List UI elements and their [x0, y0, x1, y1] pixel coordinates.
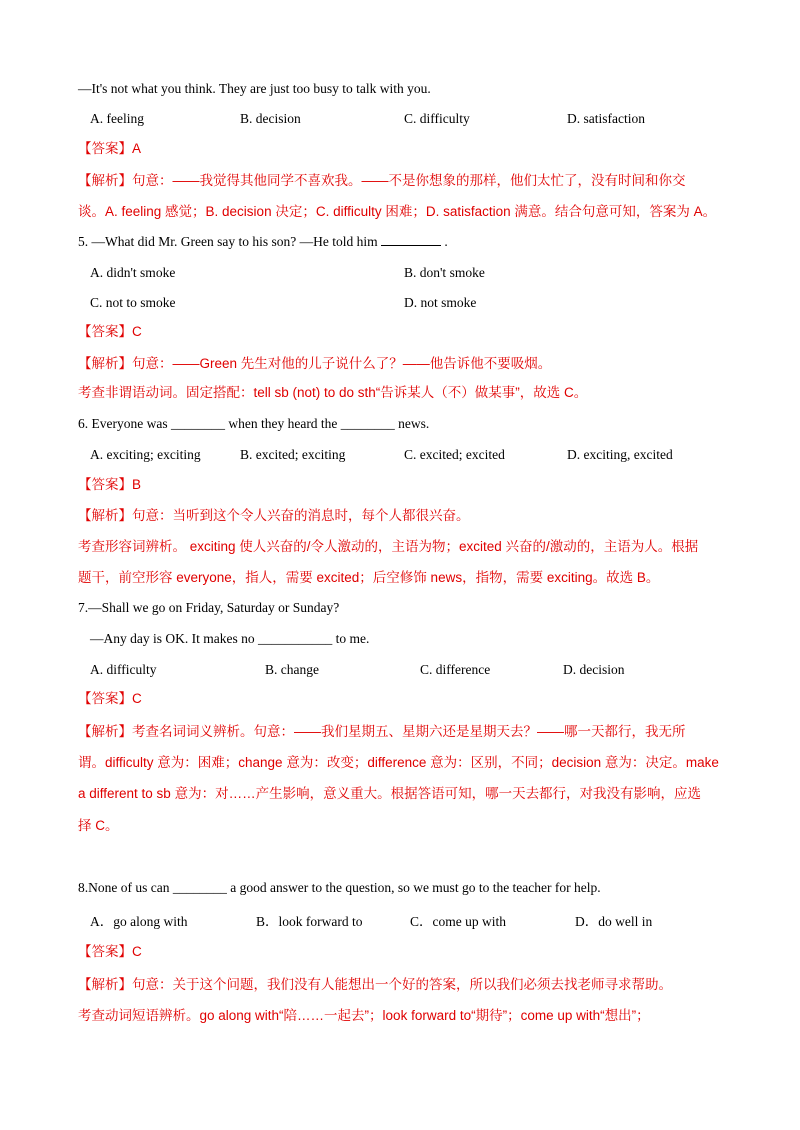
q7-option-d: D. decision — [563, 662, 625, 677]
q6-option-b: B. excited; exciting — [240, 447, 346, 462]
q6-option-a: A. exciting; exciting — [90, 447, 201, 462]
q8-answer: 【答案】C — [78, 944, 142, 959]
q7-explanation-2: 谓。difficulty 意为：困难；change 意为：改变；difference 意为：区别，不同；decision 意为：决定。make — [78, 755, 719, 770]
q7-explanation-1: 【解析】考查名词词义辨析。句意：——我们星期五、星期六还是星期天去？——哪一天都行，我无所 — [78, 724, 686, 739]
q6-explanation-2: 考查形容词辨析。 exciting 使人兴奋的/令人激动的，主语为物；excited 兴奋的/激动的，主语为人。根据 — [78, 539, 699, 554]
q7-option-b: B. change — [265, 662, 319, 677]
q6-option-c: C. excited; excited — [404, 447, 505, 462]
q7-explanation-3: a different to sb 意为：对……产生影响，意义重大。根据答语可知，哪一天去都行，对我没有影响，应选 — [78, 786, 702, 801]
q8-option-a: A．go along with — [90, 914, 188, 929]
q4-option-a: A. feeling — [90, 111, 144, 126]
q7-stem-1: 7.—Shall we go on Friday, Saturday or Sunday? — [78, 600, 340, 615]
q4-option-b: B. decision — [240, 111, 301, 126]
q6-explanation-3: 题干，前空形容 everyone，指人，需要 excited；后空修饰 news，指物，需要 exciting。故选 B。 — [78, 570, 660, 585]
q6-option-d: D. exciting, excited — [567, 447, 673, 462]
q5-explanation-2: 考查非谓语动词。固定搭配：tell sb (not) to do sth“告诉某人（不）做某事”，故选 C。 — [78, 385, 588, 400]
q4-explanation-1: 【解析】句意：——我觉得其他同学不喜欢我。——不是你想象的那样，他们太忙了，没有时间和你交 — [78, 173, 686, 188]
q6-stem: 6. Everyone was ________ when they heard the ________ news. — [78, 416, 430, 431]
q8-explanation-2: 考查动词短语辨析。go along with“陪……一起去”；look forward to“期待”；come up with“想出”； — [78, 1008, 650, 1023]
q6-answer: 【答案】B — [78, 477, 142, 492]
q7-option-c: C. difference — [420, 662, 491, 677]
q5-option-a: A. didn't smoke — [90, 265, 176, 280]
q4-option-c: C. difficulty — [404, 111, 470, 126]
q7-stem-2: —Any day is OK. It makes no ___________ to me. — [90, 631, 370, 646]
q5-option-b: B. don't smoke — [404, 265, 485, 280]
q4-option-d: D. satisfaction — [567, 111, 645, 126]
q4-answer: 【答案】A — [78, 141, 142, 156]
q8-stem: 8.None of us can ________ a good answer to the question, so we must go to the teacher for help. — [78, 880, 601, 895]
q8-option-d: D．do well in — [575, 914, 653, 929]
q5-stem-end: . — [440, 234, 448, 249]
q5-option-d: D. not smoke — [404, 295, 477, 310]
q5-explanation-1: 【解析】句意：——Green 先生对他的儿子说什么了？——他告诉他不要吸烟。 — [78, 356, 552, 371]
q4-dialog: —It's not what you think. They are just too busy to talk with you. — [78, 81, 431, 96]
q5-answer: 【答案】C — [78, 324, 142, 339]
q6-explanation-1: 【解析】句意：当听到这个令人兴奋的消息时，每个人都很兴奋。 — [78, 508, 470, 523]
q8-explanation-1: 【解析】句意：关于这个问题，我们没有人能想出一个好的答案，所以我们必须去找老师寻求帮助。 — [78, 977, 672, 992]
q7-answer: 【答案】C — [78, 691, 142, 706]
q5-stem — [78, 233, 448, 251]
q4-explanation-2: 谈。A. feeling 感觉；B. decision 决定；C. difficulty 困难；D. satisfaction 满意。结合句意可知，答案为 A。 — [78, 204, 717, 219]
q7-explanation-4: 择 C。 — [78, 818, 119, 833]
q8-option-b: B．look forward to — [256, 914, 363, 929]
q8-option-c: C．come up with — [410, 914, 506, 929]
q5-stem-text: 5. —What did Mr. Green say to his son? —He told him — [78, 234, 381, 249]
q5-option-c: C. not to smoke — [90, 295, 176, 310]
q7-option-a: A. difficulty — [90, 662, 157, 677]
q5-blank — [381, 233, 441, 246]
